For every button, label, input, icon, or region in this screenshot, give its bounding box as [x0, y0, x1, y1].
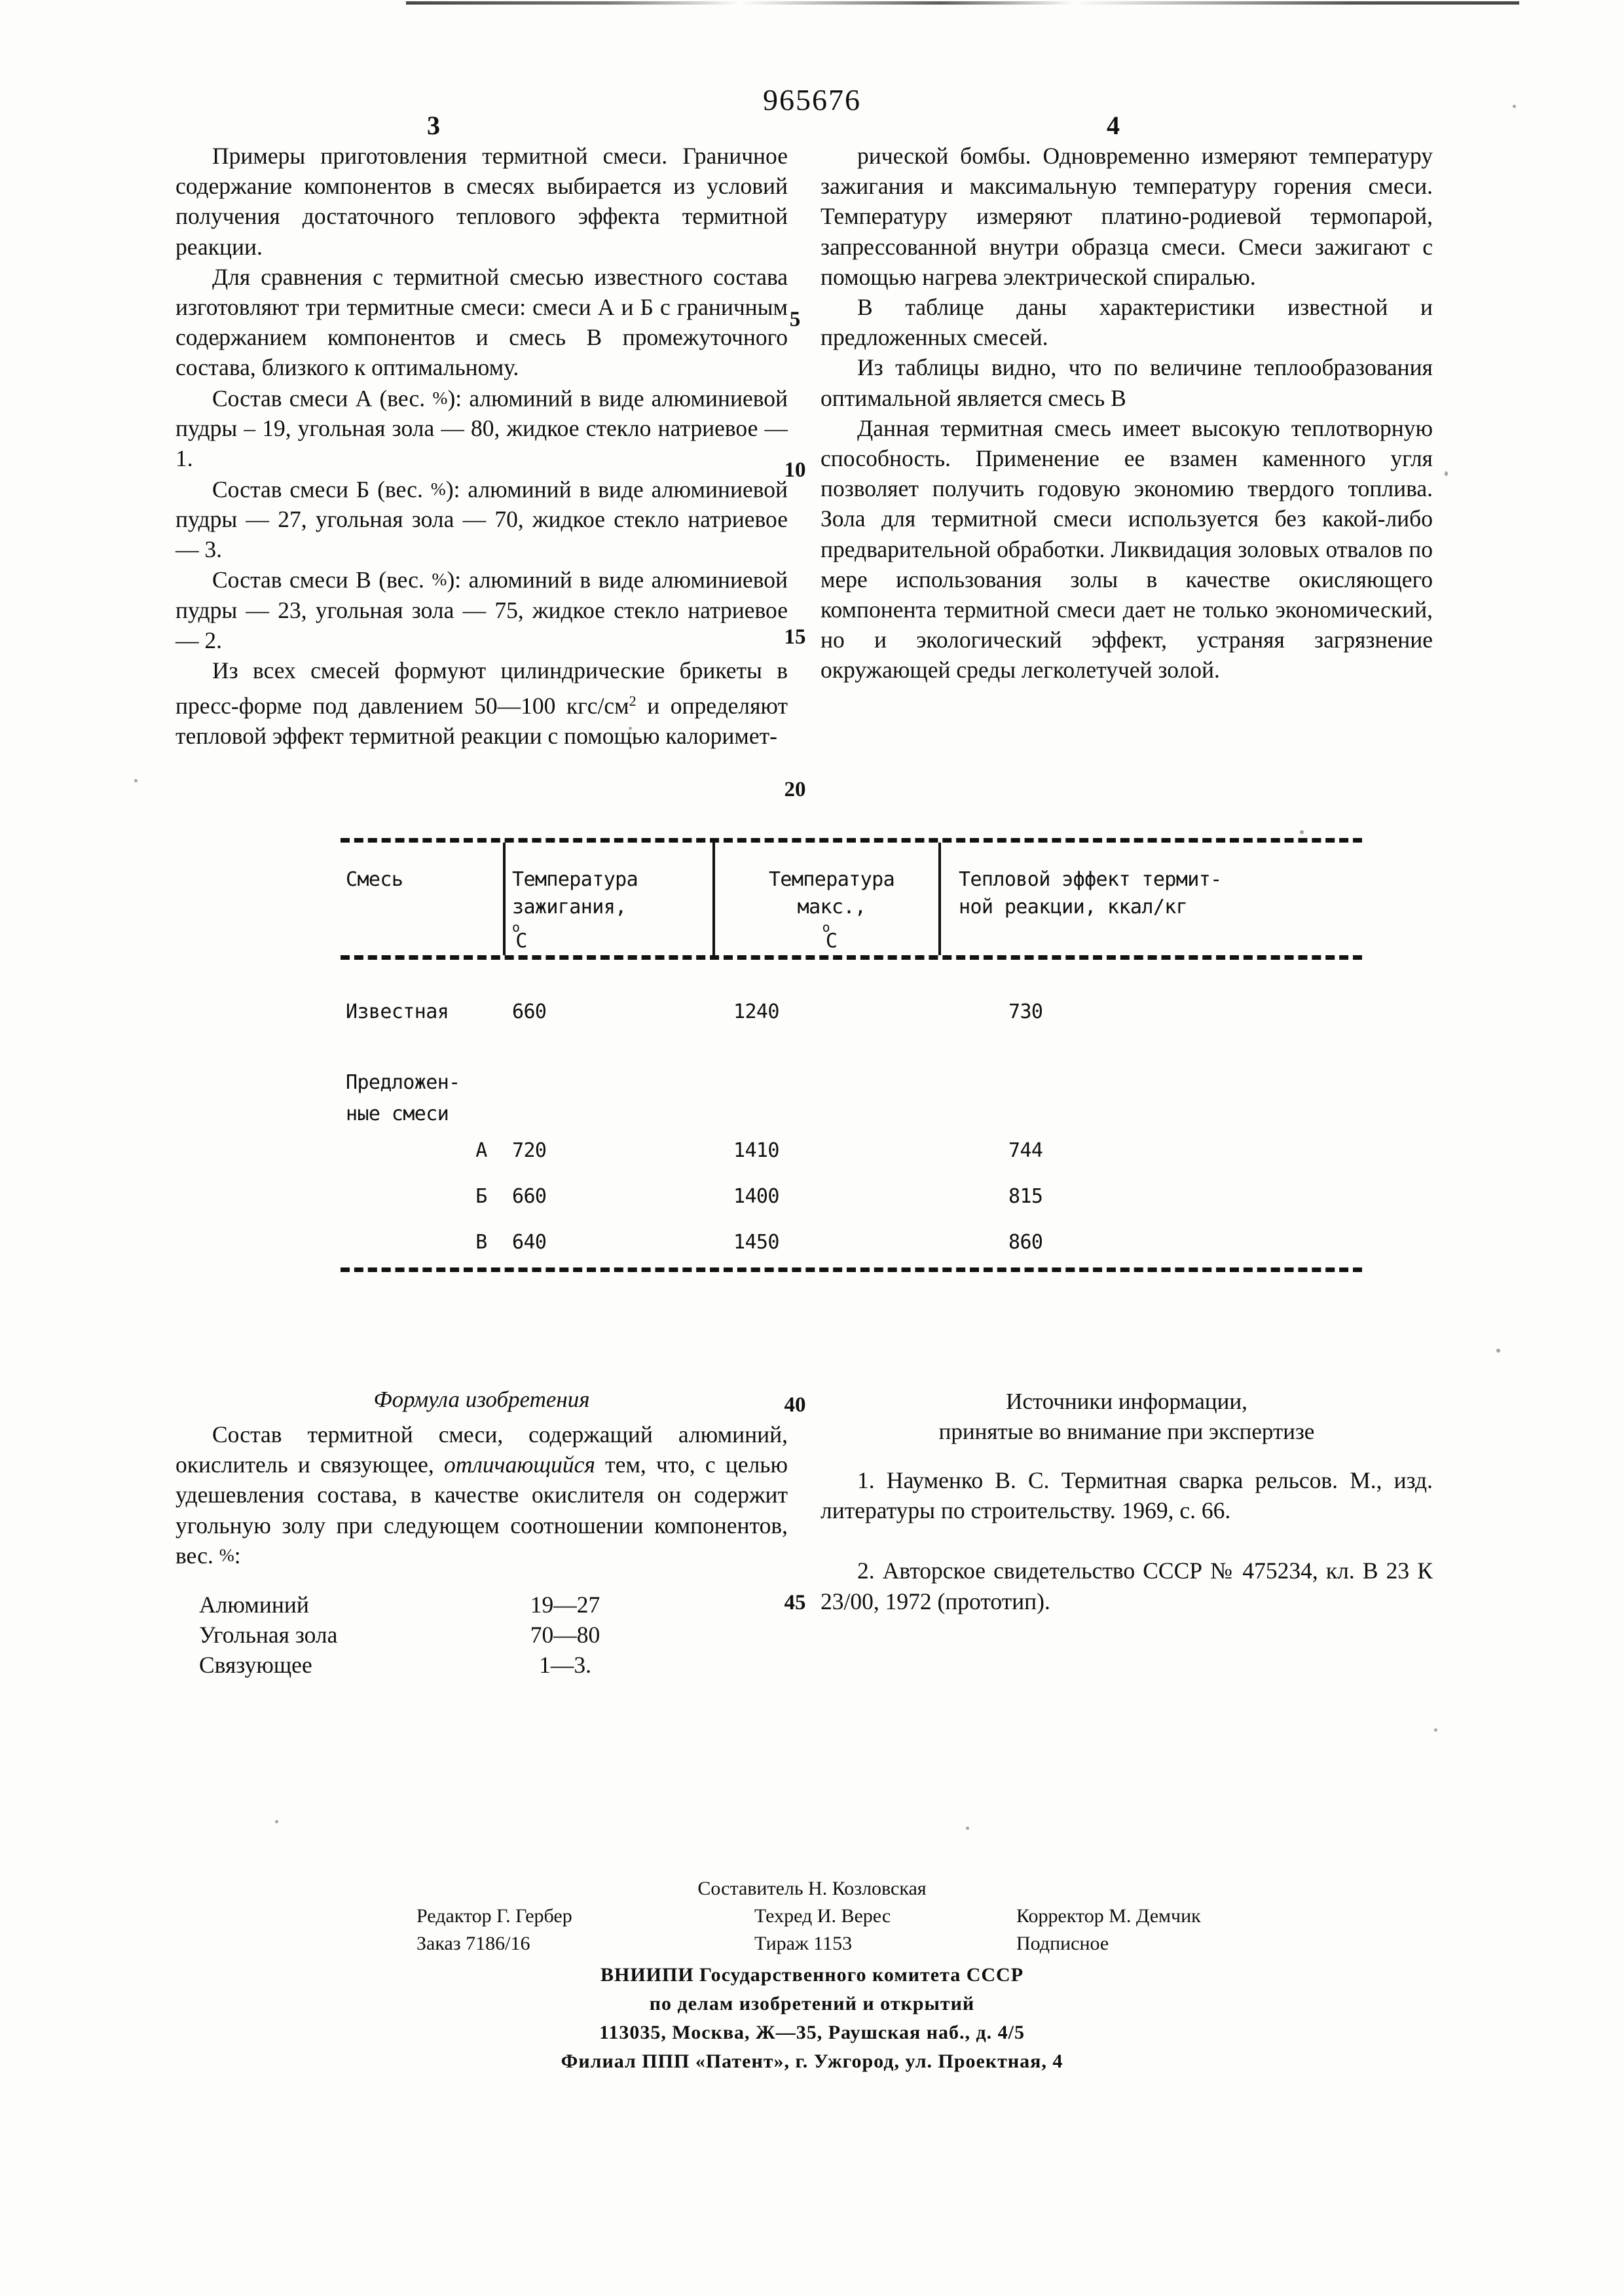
row-ignition: 660 [512, 1185, 547, 1208]
characteristics-table [341, 838, 1362, 1272]
paragraph: Примеры приготовления термитной смеси. Граничное содержание компонентов в смесях выбирается из условий получения достаточного теплового эффекта термитной реакции. [175, 143, 788, 260]
table-header-mixture: Смесь [346, 868, 403, 891]
paragraph: Данная термитная смесь имеет высокую теплотворную способность. Применение ее взамен каменного угля позволяет получить годовую экономию твердого топлива. Зола для термитной смеси используется без какой-либо предварительной обработки. Ликвидация золовых отвалов по мере использования золы в качестве окисляющего компонента термитной смеси дает не только экономический, но и экологический эффект, устраняя загрязнение окружающей среды легколетучей золой. [821, 414, 1433, 683]
paragraph: Для сравнения с термитной смесью известного состава изготовляют три термитные смеси: смеси А и Б с граничным содержанием компонентов и смесь В промежуточного состава, близкого к оптимальному. [175, 263, 788, 381]
sources-heading-line2: принятые во внимание при экспертизе [938, 1419, 1315, 1444]
component-value: 70—80 [530, 1622, 600, 1649]
scan-edge-artifact [406, 1, 1519, 5]
table-column-divider [503, 843, 506, 955]
component-name: Алюминий [199, 1592, 309, 1618]
table-row [341, 1185, 1362, 1223]
imprint-credits [0, 1903, 1624, 1958]
imprint-print-run: Тираж 1153 [754, 1933, 853, 1954]
row-effect: 730 [1008, 1000, 1043, 1023]
formula-claim [175, 1419, 788, 1571]
component-row [175, 1650, 788, 1680]
imprint-footer [0, 1876, 1624, 2075]
imprint-corrector: Корректор М. Демчик [1016, 1905, 1201, 1927]
component-value: 19—27 [530, 1592, 600, 1618]
table-row [341, 1000, 1362, 1038]
formula-heading: Формула изобретения [373, 1387, 590, 1412]
imprint-editor: Редактор Г. Гербер [416, 1905, 572, 1927]
row-ignition: 720 [512, 1139, 547, 1162]
row-ignition: 640 [512, 1231, 547, 1254]
row-effect: 860 [1008, 1231, 1043, 1254]
table-header-rule [341, 955, 1362, 960]
component-ratio-list [175, 1590, 788, 1681]
claim-text-a: Состав термитной смеси, содержащий алюминий, окислитель и связующее, [175, 1421, 788, 1478]
row-max: 1410 [733, 1139, 779, 1162]
imprint-org-line2: по делам изобретений и открытий [649, 1993, 975, 2014]
component-row [175, 1620, 788, 1650]
row-mixture-letter: А [475, 1139, 487, 1162]
table-column-divider [938, 843, 941, 955]
header-line: Температура [768, 868, 895, 891]
paragraph: рической бомбы. Одновременно измеряют температуру зажигания и максимальную температуру горения смеси. Температуру измеряют платино-родиевой термопарой, запрессованной внутри образца смеси. Смеси зажигают с помощью нагрева электрической спиралью. [821, 143, 1433, 290]
component-name: Угольная зола [199, 1622, 338, 1649]
imprint-order: Заказ 7186/16 [416, 1933, 530, 1954]
table-row [341, 1102, 1362, 1140]
paragraph: Состав смеси В (вес. %): алюминий в виде алюминиевой пудры — 23, угольная зола — 75, жидкое стекло натриевое — 2. [175, 566, 788, 654]
paragraph: Состав смеси Б (вес. %): алюминий в виде алюминиевой пудры — 27, угольная зола — 70, жидкое стекло натриевое — 3. [175, 475, 788, 563]
formula-body [175, 1419, 788, 1571]
row-max: 1450 [733, 1231, 779, 1254]
row-effect: 744 [1008, 1139, 1043, 1162]
header-line: Температура [512, 868, 638, 891]
source-item: 2. Авторское свидетельство СССР № 475234, кл. В 23 К 23/00, 1972 (прототип). [821, 1558, 1433, 1614]
table-header-ignition [512, 866, 638, 951]
line-number-10: 10 [784, 458, 806, 482]
row-mixture-letter: Б [475, 1185, 487, 1208]
table-column-divider [712, 843, 715, 955]
line-number-40: 40 [784, 1393, 806, 1417]
patent-number: 965676 [763, 83, 861, 117]
imprint-techred: Техред И. Верес [754, 1905, 891, 1927]
column-number-left: 3 [427, 111, 440, 140]
table-row [341, 1139, 1362, 1177]
imprint-compiler: Составитель Н. Козловская [697, 1878, 927, 1899]
header-line: Тепловой эффект термит- [959, 868, 1222, 891]
table-body [341, 960, 1362, 1267]
imprint-org-line1: ВНИИПИ Государственного комитета СССР [600, 1964, 1024, 1986]
header-unit-celsius: $^o$C [512, 920, 527, 953]
table-header-thermal-effect [959, 866, 1352, 921]
body-column-right [821, 141, 1433, 685]
line-number-15: 15 [784, 625, 806, 649]
row-max: 1400 [733, 1185, 779, 1208]
header-unit-celsius: $^o$C [822, 920, 838, 953]
component-name: Связующее [199, 1652, 312, 1679]
claim-distinguishing-term: отличающийся [444, 1451, 595, 1478]
row-ignition: 660 [512, 1000, 547, 1023]
table-top-rule [341, 838, 1362, 843]
paragraph: Из таблицы видно, что по величине теплообразования оптимальной является смесь В [821, 354, 1433, 411]
row-effect: 815 [1008, 1185, 1043, 1208]
imprint-organization [0, 1962, 1624, 2075]
row-label: ные смеси [346, 1102, 449, 1125]
row-max: 1240 [733, 1000, 779, 1023]
paragraph: В таблице даны характеристики известной и предложенных смесей. [821, 294, 1433, 351]
table-header-row [341, 843, 1362, 955]
header-line: ной реакции, ккал/кг [959, 896, 1188, 919]
component-value: 1—3. [539, 1652, 591, 1679]
sources-body [821, 1465, 1433, 1616]
column-number-right: 4 [1107, 111, 1120, 140]
component-row [175, 1590, 788, 1620]
sources-heading [821, 1387, 1433, 1447]
line-number-5: 5 [789, 308, 801, 331]
table-header-max-temp [733, 866, 930, 951]
imprint-org-line3: 113035, Москва, Ж—35, Раушская наб., д. 4/5 [599, 2022, 1025, 2043]
imprint-subscription: Подписное [1016, 1933, 1109, 1954]
sources-heading-line1: Источники информации, [1006, 1389, 1247, 1414]
header-line: зажигания, [512, 896, 627, 919]
line-number-20: 20 [784, 778, 806, 801]
imprint-org-line4: Филиал ППП «Патент», г. Ужгород, ул. Проектная, 4 [561, 2050, 1063, 2072]
body-column-left [175, 141, 788, 751]
header-line: макс., [797, 896, 866, 919]
paragraph: Состав смеси А (вес. %): алюминий в виде алюминиевой пудры – 19, угольная зола — 80, жидкое стекло натриевое — 1. [175, 384, 788, 472]
row-label: Известная [346, 1000, 449, 1023]
row-label: Предложен- [346, 1071, 460, 1094]
row-mixture-letter: В [475, 1231, 487, 1254]
source-item: 1. Науменко В. С. Термитная сварка рельсов. М., изд. литературы по строительству. 1969, с. 66. [821, 1467, 1433, 1524]
table-row [341, 1231, 1362, 1269]
claim-text-b: тем, что, с целью удешевления состава, в качестве окислителя он содержит угольную золу при следующем соотношении компонентов, вес. %: [175, 1451, 788, 1569]
line-number-45: 45 [784, 1591, 806, 1614]
paragraph: Из всех смесей формуют цилиндрические брикеты в пресс-форме под давлением 50—100 кгс/$см^2$ и определяют тепловой эффект термитной реакции с помощью калоримет- [175, 657, 788, 749]
